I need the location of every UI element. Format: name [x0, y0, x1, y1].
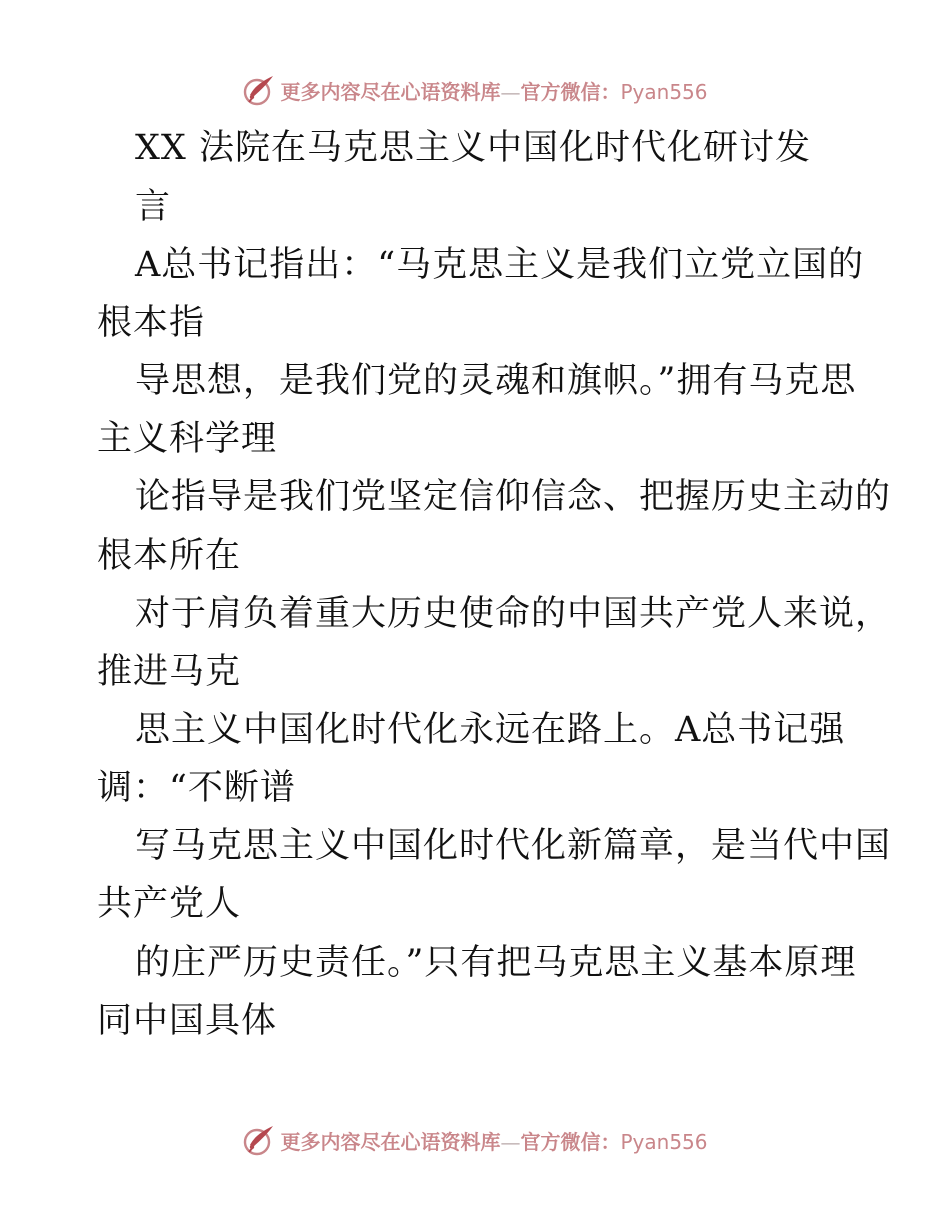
paragraph-line: 根本指: [97, 303, 206, 343]
footer-watermark: [0, 1120, 950, 1160]
paragraph-line: 对于肩负着重大历史使命的中国共产党人来说，: [135, 594, 892, 634]
paragraph-line: A总书记指出：“马克思主义是我们立党立国的: [135, 245, 865, 285]
paragraph-line: 思主义中国化时代化永远在路上。A总书记强: [135, 710, 846, 750]
paragraph-line: 导思想，是我们党的灵魂和旗帜。”拥有马克思: [135, 361, 857, 401]
watermark-site: 更多内容尽在心语资料库: [280, 79, 501, 104]
quill-logo-icon: [242, 73, 276, 107]
paragraph-line: 的庄严历史责任。”只有把马克思主义基本原理: [135, 943, 857, 983]
watermark-dash: —: [500, 79, 521, 104]
paragraph-line: 调：“不断谱: [97, 768, 296, 808]
paragraph-line: 写马克思主义中国化时代化新篇章，是当代中国: [135, 826, 892, 866]
watermark-site: 更多内容尽在心语资料库: [280, 1129, 501, 1154]
header-watermark: [0, 70, 950, 110]
quill-logo-icon: [242, 1123, 276, 1157]
watermark-wechat-label: 官方微信：: [520, 79, 621, 104]
watermark-text: [280, 1126, 707, 1155]
watermark-text: [280, 76, 707, 105]
paragraph-line: 共产党人: [97, 884, 242, 924]
watermark-dash: —: [500, 1129, 521, 1154]
document-title-line-1: XX 法院在马克思主义中国化时代化研讨发: [135, 128, 811, 168]
watermark-wechat-id: Pyan556: [620, 1129, 708, 1154]
watermark-wechat-id: Pyan556: [620, 79, 708, 104]
paragraph-line: 根本所在: [97, 536, 242, 576]
paragraph-line: 论指导是我们党坚定信仰信念、把握历史主动的: [135, 477, 892, 517]
watermark-wechat-label: 官方微信：: [520, 1129, 621, 1154]
paragraph-line: 推进马克: [97, 652, 242, 692]
paragraph-line: 主义科学理: [97, 419, 278, 459]
document-title-line-2: 言: [135, 187, 172, 227]
paragraph-line: 同中国具体: [97, 1001, 278, 1041]
